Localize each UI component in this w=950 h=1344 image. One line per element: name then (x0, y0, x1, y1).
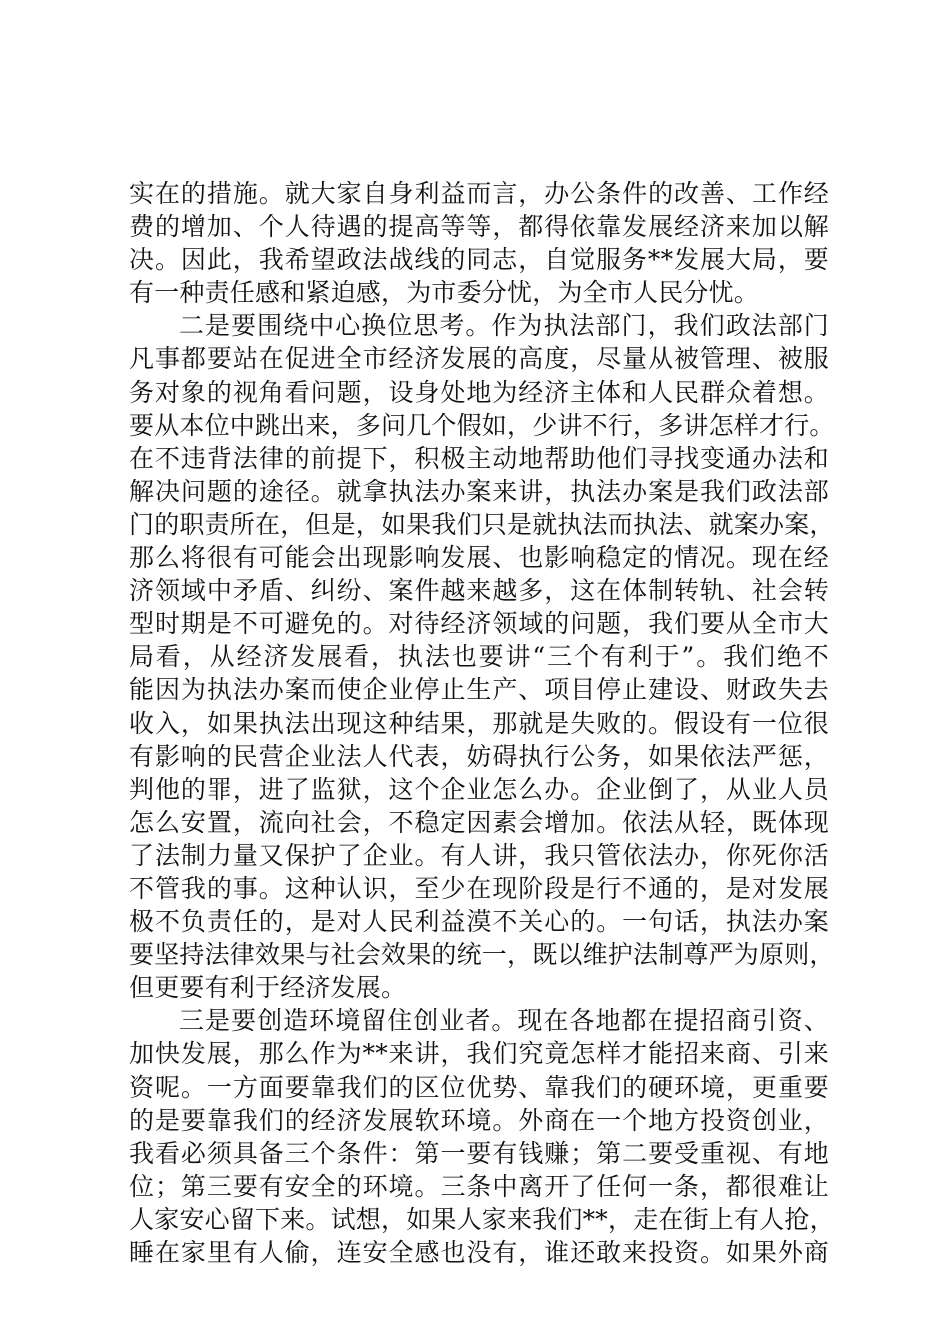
text-line: 收入，如果执法出现这种结果，那就是失败的。假设有一位很 (129, 708, 829, 738)
body-text (129, 177, 835, 1269)
text-line: 门的职责所在，但是，如果我们只是就执法而执法、就案办案， (129, 509, 835, 539)
text-line: 费的增加、个人待遇的提高等等，都得依靠发展经济来加以解 (129, 212, 829, 242)
text-line: 二是要围绕中心换位思考。作为执法部门，我们政法部门 (179, 311, 829, 341)
text-line: 位；第三要有安全的环境。三条中离开了任何一条，都很难让 (129, 1171, 829, 1201)
text-line: 怎么安置，流向社会，不稳定因素会增加。依法从轻，既体现 (129, 807, 829, 837)
text-line: 在不违背法律的前提下，积极主动地帮助他们寻找变通办法和 (129, 443, 829, 473)
text-line: 加快发展，那么作为**来讲，我们究竟怎样才能招来商、引来 (129, 1039, 829, 1069)
text-line: 决。因此，我希望政法战线的同志，自觉服务**发展大局，要 (129, 245, 829, 275)
text-line: 解决问题的途径。就拿执法办案来讲，执法办案是我们政法部 (129, 476, 829, 506)
text-line: 我看必须具备三个条件：第一要有钱赚；第二要受重视、有地 (129, 1138, 829, 1168)
text-line: 极不负责任的，是对人民利益漠不关心的。一句话，执法办案 (129, 907, 829, 937)
text-line: 了法制力量又保护了企业。有人讲，我只管依法办，你死你活 (129, 840, 829, 870)
text-line: 济领域中矛盾、纠纷、案件越来越多，这在体制转轨、社会转 (129, 576, 829, 606)
text-line: 有影响的民营企业法人代表，妨碍执行公务，如果依法严惩， (129, 741, 829, 771)
text-line: 不管我的事。这种认识，至少在现阶段是行不通的，是对发展 (129, 873, 829, 903)
text-line: 资呢。一方面要靠我们的区位优势、靠我们的硬环境，更重要 (129, 1072, 829, 1102)
text-line: 人家安心留下来。试想，如果人家来我们**，走在街上有人抢， (129, 1204, 835, 1234)
text-line: 要从本位中跳出来，多问几个假如，少讲不行，多讲怎样才行。 (129, 410, 835, 440)
text-line: 有一种责任感和紧迫感，为市委分忧，为全市人民分忧。 (129, 278, 760, 308)
text-line: 凡事都要站在促进全市经济发展的高度，尽量从被管理、被服 (129, 344, 829, 374)
text-line: 睡在家里有人偷，连安全感也没有，谁还敢来投资。如果外商 (129, 1238, 829, 1267)
text-line: 实在的措施。就大家自身利益而言，办公条件的改善、工作经 (129, 179, 829, 208)
text-line: 三是要创造环境留住创业者。现在各地都在提招商引资、 (179, 1006, 829, 1036)
text-line: 要坚持法律效果与社会效果的统一，既以维护法制尊严为原则， (129, 940, 835, 970)
text-line: 判他的罪，进了监狱，这个企业怎么办。企业倒了，从业人员 (129, 774, 829, 804)
text-line: 但更要有利于经济发展。 (129, 973, 407, 1003)
text-line: 局看，从经济发展看，执法也要讲“三个有利于”。我们绝不 (129, 642, 829, 672)
text-line: 型时期是不可避免的。对待经济领域的问题，我们要从全市大 (129, 609, 829, 639)
text-line: 务对象的视角看问题，设身处地为经济主体和人民群众着想。 (129, 377, 829, 407)
text-line: 能因为执法办案而使企业停止生产、项目停止建设、财政失去 (129, 675, 829, 705)
text-line: 的是要靠我们的经济发展软环境。外商在一个地方投资创业， (129, 1105, 829, 1135)
text-line: 那么将很有可能会出现影响发展、也影响稳定的情况。现在经 (129, 543, 829, 573)
